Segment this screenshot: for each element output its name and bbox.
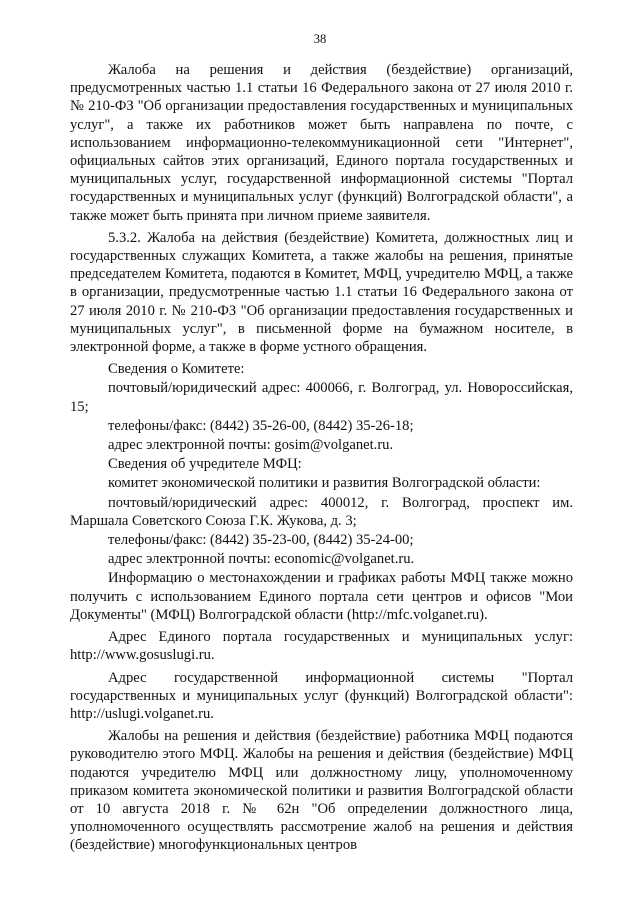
page-number: 38 — [313, 32, 327, 46]
paragraph-regional-portal: Адрес государственной информационной системы "Портал государственных и муниципальных услуг (функций) Волгоградской области": http://uslugi.volganet.ru. — [70, 669, 573, 722]
paragraph-mfc-complaints: Жалобы на решения и действия (бездействие) работника МФЦ подаются руководителю этого МФЦ. Жалобы на решения и действия (бездействие) МФЦ подаются учредителю МФЦ или должностному лицу, уполномоченному приказом комитета экономической политики и развития Волгоградской области от 10 августа 2018 г. № 62н "Об определении должностного лица, уполномоченного осуществлять рассмотрение жалоб на решения и действия (бездействие) многофункциональных центров — [70, 728, 573, 854]
paragraph-complaint-organizations: Жалоба на решения и действия (бездействие) организаций, предусмотренных частью 1.1 статьи 16 Федерального закона от 27 июля 2010 г. № 210-ФЗ "Об организации предоставления государственных и муниципальных услуг", а также их работников может быть направлена по почте, с использованием информационно-телекоммуникационной сети "Интернет", официальных сайтов этих организаций, Единого портала государственных и муниципальных услуг, государственной информационной системы "Портал государственных и муниципальных услуг (функций) Волгоградской области", а также может быть принята при личном приеме заявителя. — [70, 62, 573, 224]
paragraph-mfc-info: Информацию о местонахождении и графиках работы МФЦ также можно получить с использованием Единого портала сети центров и офисов "Мои Документы" (МФЦ) Волгоградской области (http://mfc.volganet.ru). — [70, 570, 573, 623]
paragraph-gosuslugi-portal: Адрес Единого портала государственных и муниципальных услуг: http://www.gosuslugi.ru. — [70, 629, 573, 664]
document-body — [70, 61, 573, 859]
paragraph-founder-address: почтовый/юридический адрес: 400012, г. Волгоград, проспект им. Маршала Советского Союза Г.К. Жукова, д. 3; — [70, 494, 573, 529]
paragraph-committee-phones: телефоны/факс: (8442) 35-26-00, (8442) 35-26-18; — [108, 417, 414, 434]
paragraph-founder-email: адрес электронной почты: economic@volganet.ru. — [108, 551, 415, 568]
paragraph-committee-address: почтовый/юридический адрес: 400066, г. Волгоград, ул. Новороссийская, 15; — [70, 380, 573, 415]
paragraph-5-3-2: 5.3.2. Жалоба на действия (бездействие) Комитета, должностных лиц и государственных служащих Комитета, а также жалобы на решения, принятые председателем Комитета, подаются в Комитет, МФЦ, учредителю МФЦ, а также в организации, предусмотренные частью 1.1 статьи 16 Федерального закона от 27 июля 2010 г. № 210-ФЗ "Об организации предоставления государственных и муниципальных услуг", в письменной форме на бумажном носителе, в электронной форме, а также в форме устного обращения. — [70, 229, 573, 356]
paragraph-founder-info-heading: Сведения об учредителе МФЦ: — [108, 456, 302, 473]
paragraph-committee-email: адрес электронной почты: gosim@volganet.ru. — [108, 437, 394, 454]
paragraph-committee-info-heading: Сведения о Комитете: — [108, 361, 245, 378]
paragraph-founder-phones: телефоны/факс: (8442) 35-23-00, (8442) 35-24-00; — [108, 532, 414, 549]
paragraph-founder-name: комитет экономической политики и развития Волгоградской области: — [108, 475, 541, 492]
